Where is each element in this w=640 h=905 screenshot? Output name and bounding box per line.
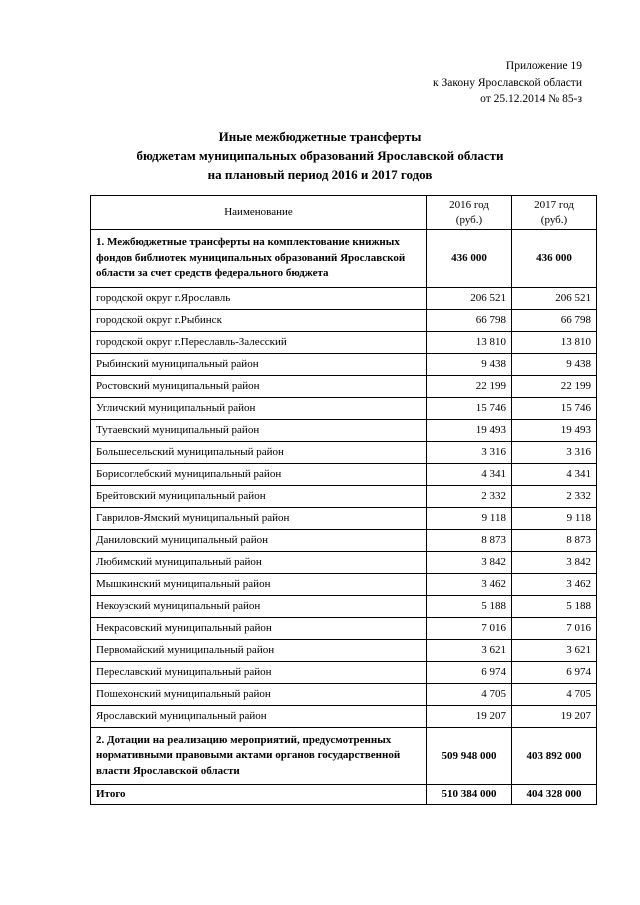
budget-table-container (90, 195, 596, 805)
row-name: Мышкинский муниципальный район (91, 573, 427, 595)
table-row-total (91, 785, 597, 805)
row-value-2017: 8 873 (512, 529, 597, 551)
row-value-2017: 6 974 (512, 661, 597, 683)
reference-date-number-line: от 25.12.2014 № 85-з (480, 93, 582, 105)
row-value-2016: 206 521 (427, 287, 512, 309)
section-2-name: 2. Дотации на реализацию мероприятий, предусмотренных нормативными правовыми актами органов государственной власти Ярославской области (91, 727, 427, 785)
table-row (91, 287, 597, 309)
table-row (91, 529, 597, 551)
table-row-section-2 (91, 727, 597, 785)
title-line-2: бюджетам муниципальных образований Ярославской области (136, 148, 504, 163)
row-value-2017: 13 810 (512, 331, 597, 353)
row-value-2016: 2 332 (427, 485, 512, 507)
table-row (91, 639, 597, 661)
row-value-2016: 3 842 (427, 551, 512, 573)
row-name: Даниловский муниципальный район (91, 529, 427, 551)
table-row (91, 617, 597, 639)
row-value-2016: 9 118 (427, 507, 512, 529)
row-name: городской округ г.Переславль-Залесский (91, 331, 427, 353)
table-body (91, 230, 597, 728)
table-row (91, 485, 597, 507)
table-row (91, 353, 597, 375)
row-value-2016: 13 810 (427, 331, 512, 353)
row-value-2016: 22 199 (427, 375, 512, 397)
row-name: Любимский муниципальный район (91, 551, 427, 573)
table-row (91, 683, 597, 705)
row-name: городской округ г.Ярославль (91, 287, 427, 309)
row-name: Большесельский муниципальный район (91, 441, 427, 463)
column-header-2017-year: 2017 год (534, 199, 574, 211)
document-reference-block (433, 58, 582, 108)
row-value-2016: 19 207 (427, 705, 512, 727)
row-value-2016: 8 873 (427, 529, 512, 551)
row-name: Борисоглебский муниципальный район (91, 463, 427, 485)
row-value-2016: 4 705 (427, 683, 512, 705)
row-name: Угличский муниципальный район (91, 397, 427, 419)
table-footer (91, 727, 597, 804)
row-name: Пошехонский муниципальный район (91, 683, 427, 705)
title-line-3: на плановый период 2016 и 2017 годов (207, 167, 433, 182)
row-name: Ярославский муниципальный район (91, 705, 427, 727)
row-value-2016: 9 438 (427, 353, 512, 375)
row-value-2017: 5 188 (512, 595, 597, 617)
total-value-2017: 404 328 000 (512, 785, 597, 805)
row-name: Переславский муниципальный район (91, 661, 427, 683)
row-name: городской округ г.Рыбинск (91, 309, 427, 331)
section-1-name: 1. Межбюджетные трансферты на комплектование книжных фондов библиотек муниципальных образований Ярославской области за счет средств федерального бюджета (91, 230, 427, 288)
row-name: Некоузский муниципальный район (91, 595, 427, 617)
row-name: Брейтовский муниципальный район (91, 485, 427, 507)
table-row (91, 419, 597, 441)
row-value-2017: 2 332 (512, 485, 597, 507)
column-header-2016-year: 2016 год (449, 199, 489, 211)
table-row (91, 441, 597, 463)
row-value-2017: 206 521 (512, 287, 597, 309)
row-value-2016: 7 016 (427, 617, 512, 639)
row-value-2017: 9 438 (512, 353, 597, 375)
row-name: Тутаевский муниципальный район (91, 419, 427, 441)
row-value-2017: 9 118 (512, 507, 597, 529)
table-row (91, 507, 597, 529)
row-value-2017: 19 493 (512, 419, 597, 441)
table-row (91, 375, 597, 397)
table-header-row (91, 196, 597, 230)
row-name: Ростовский муниципальный район (91, 375, 427, 397)
column-header-2016-units: (руб.) (455, 213, 483, 226)
table-row-section-1 (91, 230, 597, 288)
reference-law-line: к Закону Ярославской области (433, 76, 582, 89)
section-1-value-2016: 436 000 (427, 230, 512, 288)
table-row (91, 309, 597, 331)
section-1-value-2017: 436 000 (512, 230, 597, 288)
table-row (91, 331, 597, 353)
row-value-2017: 7 016 (512, 617, 597, 639)
row-value-2017: 3 842 (512, 551, 597, 573)
total-label: Итого (91, 785, 427, 805)
table-row (91, 463, 597, 485)
row-value-2016: 5 188 (427, 595, 512, 617)
page-title (0, 127, 640, 184)
column-header-2017 (512, 196, 597, 230)
row-value-2016: 6 974 (427, 661, 512, 683)
column-header-2017-units: (руб.) (540, 213, 568, 226)
row-value-2016: 15 746 (427, 397, 512, 419)
table-row (91, 397, 597, 419)
table-row (91, 661, 597, 683)
row-value-2016: 66 798 (427, 309, 512, 331)
title-line-1: Иные межбюджетные трансферты (218, 129, 422, 144)
row-value-2017: 66 798 (512, 309, 597, 331)
row-name: Первомайский муниципальный район (91, 639, 427, 661)
row-value-2017: 22 199 (512, 375, 597, 397)
row-name: Некрасовский муниципальный район (91, 617, 427, 639)
section-2-value-2017: 403 892 000 (512, 727, 597, 785)
row-value-2016: 4 341 (427, 463, 512, 485)
table-row (91, 705, 597, 727)
row-value-2017: 15 746 (512, 397, 597, 419)
column-header-name: Наименование (91, 196, 427, 230)
row-value-2016: 3 621 (427, 639, 512, 661)
row-value-2017: 4 705 (512, 683, 597, 705)
table-row (91, 573, 597, 595)
table-row (91, 551, 597, 573)
row-name: Гаврилов-Ямский муниципальный район (91, 507, 427, 529)
row-name: Рыбинский муниципальный район (91, 353, 427, 375)
total-value-2016: 510 384 000 (427, 785, 512, 805)
row-value-2016: 19 493 (427, 419, 512, 441)
reference-appendix-line: Приложение 19 (505, 60, 582, 72)
row-value-2016: 3 316 (427, 441, 512, 463)
row-value-2017: 3 316 (512, 441, 597, 463)
row-value-2017: 4 341 (512, 463, 597, 485)
section-2-value-2016: 509 948 000 (427, 727, 512, 785)
row-value-2017: 19 207 (512, 705, 597, 727)
row-value-2017: 3 462 (512, 573, 597, 595)
table-header (91, 196, 597, 230)
budget-table (90, 195, 597, 805)
table-row (91, 595, 597, 617)
row-value-2016: 3 462 (427, 573, 512, 595)
column-header-2016 (427, 196, 512, 230)
row-value-2017: 3 621 (512, 639, 597, 661)
